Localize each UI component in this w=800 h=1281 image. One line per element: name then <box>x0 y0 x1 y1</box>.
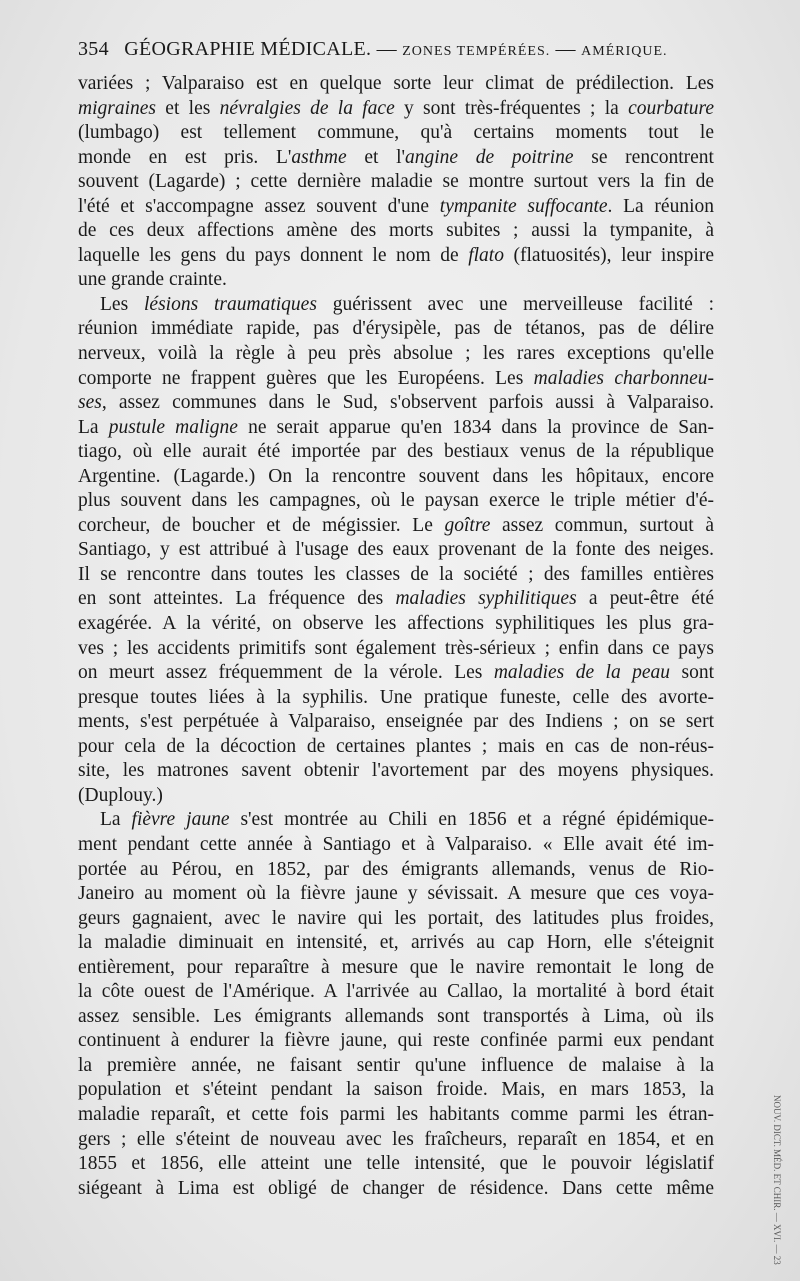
header-subtitle-region: AMÉRIQUE. <box>581 44 668 59</box>
text-line: maladie reparaît, et cette fois parmi les habitants comme parmi les étran- <box>78 1103 714 1125</box>
text-line: laquelle les gens du pays donnent le nom de flato (flatuosités), leur inspire <box>78 244 714 266</box>
text-line: exagérée. A la vérité, on observe les affections syphilitiques les plus gra- <box>78 613 714 635</box>
text-line: (Duplouy.) <box>78 784 163 806</box>
text-line: 1855 et 1856, elle atteint une telle intensité, que le pouvoir législatif <box>78 1153 714 1175</box>
text-line: continuent à endurer la fièvre jaune, qui reste confinée parmi eux pendant <box>78 1030 714 1052</box>
italic-term: goître <box>444 514 491 536</box>
italic-term: maladies syphilitiques <box>395 588 577 610</box>
text-line: assez sensible. Les émigrants allemands sont transportés à Lima, où ils <box>78 1005 714 1027</box>
text-line: l'été et s'accompagne assez souvent d'une tympanite suffocante. La réunion <box>78 195 714 217</box>
italic-term: asthme <box>291 146 347 168</box>
text-line: La pustule maligne ne serait apparue qu'en 1834 dans la province de San- <box>78 416 714 438</box>
italic-term: angine de poitrine <box>405 146 574 168</box>
text-line: monde en est pris. L'asthme et l'angine de poitrine se rencontrent <box>78 146 714 168</box>
text-line: ses, assez communes dans le Sud, s'observent parfois aussi à Valparaiso. <box>78 392 714 414</box>
text-line: site, les matrones savent obtenir l'avortement par des moyens physiques. <box>78 760 714 782</box>
text-line: corcheur, de boucher et de mégissier. Le goître assez commun, surtout à <box>78 514 714 536</box>
text-line: migraines et les névralgies de la face y sont très-fréquentes ; la courbature <box>78 97 714 119</box>
text-line: souvent (Lagarde) ; cette dernière maladie se montre surtout vers la fin de <box>78 171 714 193</box>
text-line: Janeiro au moment où la fièvre jaune y sévissait. A mesure que ces voya- <box>78 883 714 905</box>
italic-term: tympanite suffocante <box>439 195 608 217</box>
italic-term: migraines <box>78 97 156 119</box>
text-line: la première année, ne faisant sentir qu'une influence de malaise à la <box>78 1054 714 1076</box>
page-number: 354 <box>78 38 109 60</box>
italic-term: fièvre jaune <box>131 809 230 831</box>
text-line: siégeant à Lima est obligé de changer de résidence. Dans cette même <box>78 1177 714 1199</box>
text-line: Santiago, y est attribué à l'usage des eaux provenant de la fonte des neiges. <box>78 539 714 561</box>
text-line: population et s'éteint pendant la saison froide. Mais, en mars 1853, la <box>78 1079 714 1101</box>
italic-term: courbature <box>628 97 714 119</box>
italic-term: névralgies de la face <box>219 97 395 119</box>
text-line: presque toutes liées à la syphilis. Une pratique funeste, celle des avorte- <box>78 686 714 708</box>
text-line: variées ; Valparaiso est en quelque sorte leur climat de prédilection. Les <box>78 73 714 94</box>
text-line: geurs gagnaient, avec le navire qui les portait, des latitudes plus froides, <box>78 907 714 929</box>
italic-term: flato <box>468 244 504 266</box>
header-separator: — <box>376 38 397 60</box>
text-line: Les lésions traumatiques guérissent avec une merveilleuse facilité : <box>100 293 715 315</box>
header-separator: — <box>555 38 576 60</box>
text-line: ves ; les accidents primitifs sont également très-sérieux ; enfin dans ce pays <box>78 637 714 659</box>
text-line: comporte ne frappent guères que les Européens. Les maladies charbonneu- <box>78 367 714 389</box>
italic-term: lésions traumatiques <box>144 293 317 315</box>
text-line: La fièvre jaune s'est montrée au Chili en 1856 et a régné épidémique- <box>100 809 714 831</box>
text-line: en sont atteintes. La fréquence des maladies syphilitiques a peut-être été <box>78 588 714 610</box>
text-line: gers ; elle s'éteint de nouveau avec les fraîcheurs, reparaît en 1854, et en <box>78 1128 714 1150</box>
running-header <box>78 38 758 61</box>
text-line: la maladie diminuait en intensité, et, arrivés au cap Horn, elle s'éteignit <box>78 932 714 954</box>
text-line: une grande crainte. <box>78 269 227 291</box>
text-line: ments, s'est perpétuée à Valparaiso, enseignée par des Indiens ; on se sert <box>78 711 714 733</box>
text-line: Il se rencontre dans toutes les classes de la société ; des familles entières <box>78 563 714 585</box>
text-line: réunion immédiate rapide, pas d'érysipèle, pas de tétanos, pas de délire <box>78 318 714 340</box>
text-line: on meurt assez fréquemment de la vérole. Les maladies de la peau sont <box>78 662 715 684</box>
text-line: Argentine. (Lagarde.) On la rencontre souvent dans les hôpitaux, encore <box>78 465 714 487</box>
text-line: nerveux, voilà la règle à peu près absolue ; les rares exceptions qu'elle <box>78 343 714 365</box>
italic-term: ses <box>78 392 102 414</box>
italic-term: maladies de la peau <box>493 662 671 684</box>
text-line: tiago, où elle aurait été importée par des bestiaux venus de la république <box>78 441 714 463</box>
text-line: (lumbago) est tellement commune, qu'à certains moments tout le <box>78 122 714 144</box>
header-subtitle-zones: ZONES TEMPÉRÉES. <box>402 44 551 59</box>
text-line: entièrement, pour reparaître à mesure que le navire remontait le long de <box>78 956 714 978</box>
text-line: plus souvent dans les campagnes, où le paysan exerce le triple métier d'é- <box>78 490 714 512</box>
italic-term: maladies charbonneu- <box>533 367 714 389</box>
text-line: la côte ouest de l'Amérique. A l'arrivée au Callao, la mortalité à bord était <box>78 981 714 1003</box>
body-text <box>78 72 714 1201</box>
text-line: ment pendant cette année à Santiago et à Valparaiso. « Elle avait été im- <box>78 833 714 855</box>
text-line: de ces deux affections amène des morts subites ; aussi la tympanite, à <box>78 220 714 242</box>
italic-term: pustule maligne <box>108 416 238 438</box>
running-title: GÉOGRAPHIE MÉDICALE. <box>124 38 372 60</box>
text-line: pour cela de la décoction de certaines plantes ; mais en cas de non-réus- <box>78 735 714 757</box>
margin-note: NOUV. DICT. MÉD. ET CHIR. — XVI. — 23 <box>772 1095 782 1265</box>
text-line: portée au Pérou, en 1852, par des émigrants allemands, venus de Rio- <box>78 858 714 880</box>
